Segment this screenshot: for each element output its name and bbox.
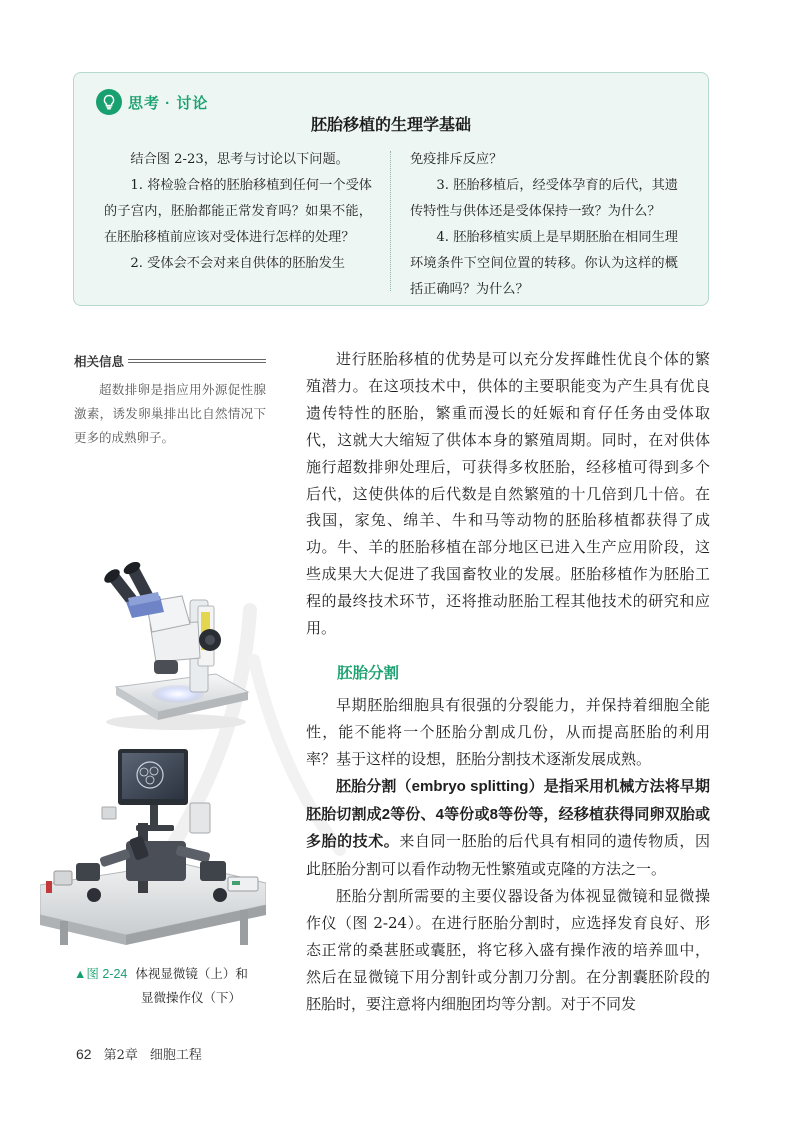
caption-text-1: 体视显微镜（上）和 [135, 966, 248, 981]
main-text-column [306, 346, 710, 1018]
section-heading-embryo-splitting: 胚胎分割 [337, 664, 400, 682]
chapter-number: 第2章 [103, 1048, 138, 1063]
heading-rule [128, 359, 266, 363]
discussion-label: 思考 · 讨论 [128, 94, 209, 112]
question-2-end: 免疫排斥反应？ [410, 152, 503, 167]
question-2-start: 2. 受体会不会对来自供体的胚胎发生 [130, 256, 345, 271]
caption-line-1 [74, 962, 284, 986]
page-footer [76, 1044, 202, 1063]
page-number: 62 [76, 1046, 92, 1062]
figure-caption [74, 962, 284, 1009]
micromanipulator-image [40, 745, 266, 945]
stereo-microscope-image [98, 562, 258, 732]
related-info-sidebar [74, 352, 266, 450]
related-info-heading: 相关信息 [74, 355, 125, 369]
paragraph-embryo-splitting-definition [306, 773, 710, 884]
paragraph-embryo-transfer-advantages: 进行胚胎移植的优势是可以充分发挥雌性优良个体的繁殖潜力。在这项技术中，供体的主要职能变为产生具有优良遗传特性的胚胎，繁重而漫长的妊娠和育仔任务由受体取代，这就大大缩短了供体本身的繁殖周期。同时，在对供体施行超数排卵处理后，可获得多枚胚胎，经移植可得到多个后代，这使供体的后代数是自然繁殖的十几倍到几十倍。在我国，家兔、绵羊、牛和马等动物的胚胎移植都获得了成功。牛、羊的胚胎移植在部分地区已进入生产应用阶段，这些成果大大促进了我国畜牧业的发展。胚胎移植作为胚胎工程的最终技术环节，还将推动胚胎工程其他技术的研究和应用。 [306, 350, 710, 638]
caption-text-2: 显微操作仪（下） [141, 990, 242, 1005]
discussion-left-column [104, 147, 372, 277]
paragraph-embryo-splitting-intro: 早期胚胎细胞具有很强的分裂能力，并保持着细胞全能性，能不能将一个胚胎分割成几份，从而提高胚胎的利用率？基于这样的设想，胚胎分割技术逐渐发展成熟。 [306, 695, 710, 768]
chapter-title: 细胞工程 [149, 1048, 202, 1063]
question-3: 3. 胚胎移植后，经受体孕育的后代，其遗传特性与供体还是受体保持一致？为什么？ [410, 178, 678, 219]
question-4: 4. 胚胎移植实质上是早期胚胎在相同生理环境条件下空间位置的转移。你认为这样的概括正确吗？为什么？ [410, 230, 678, 297]
paragraph-equipment: 胚胎分割所需要的主要仪器设备为体视显微镜和显微操作仪（图 2-24）。在进行胚胎分割时，应选择发育良好、形态正常的桑葚胚或囊胚，将它移入盛有操作液的培养皿中，然后在显微镜下用分割针或分割刀分割。在分割囊胚阶段的胚胎时，要注意将内细胞团均等分割。对于不同发 [306, 887, 710, 1013]
definition-bold-text: 胚胎分割（embryo splitting）是指采用机械方法将早期胚胎切割成2等份、4等份或8等份等，经移植获得同卵双胎或多胎的技术。 [306, 777, 710, 851]
question-1: 1. 将检验合格的胚胎移植到任何一个受体的子宫内，胚胎都能正常发育吗？如果不能，在胚胎移植前应该对受体进行怎样的处理？ [104, 178, 372, 245]
discussion-title: 胚胎移植的生理学基础 [310, 117, 471, 134]
related-info-text: 超数排卵是指应用外源促性腺激素，诱发卵巢排出比自然情况下更多的成熟卵子。 [74, 382, 266, 445]
discussion-right-column [410, 147, 678, 303]
definition-rest-text: 来自同一胚胎的后代具有相同的遗传物质，因此胚胎分割可以看作动物无性繁殖或克隆的方法之一。 [306, 832, 710, 879]
discussion-intro: 结合图 2-23，思考与讨论以下问题。 [130, 152, 349, 167]
column-divider [390, 151, 391, 291]
related-info-header [74, 352, 266, 370]
figure-number: ▲图 2-24 [74, 967, 128, 981]
discussion-box [73, 72, 709, 306]
